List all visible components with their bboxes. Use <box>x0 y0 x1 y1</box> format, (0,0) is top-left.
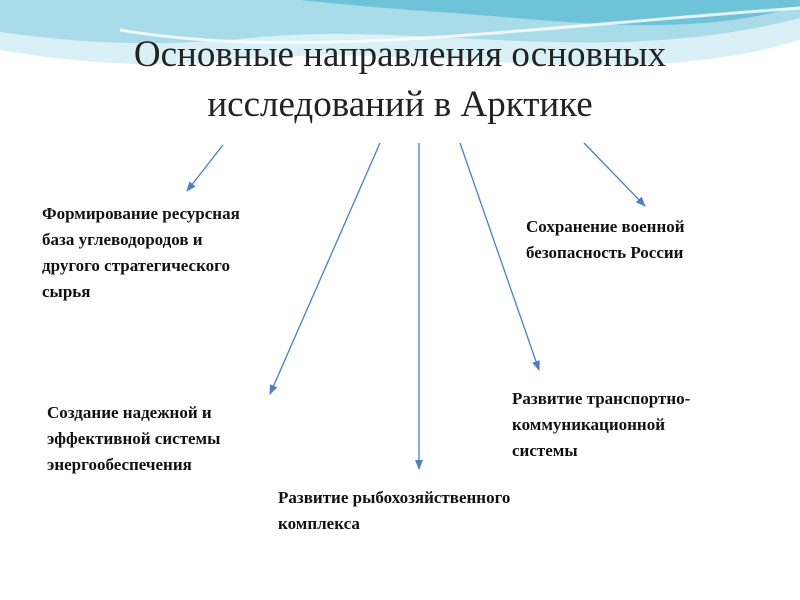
direction-line: Создание надежной и <box>47 403 212 422</box>
direction-line: Развитие транспортно- <box>512 389 691 408</box>
arrow-to-security <box>584 143 645 206</box>
direction-security <box>526 214 685 266</box>
direction-line: коммуникационной <box>512 415 666 434</box>
title-line-2: исследований в Арктике <box>207 84 593 125</box>
direction-resources <box>42 201 240 305</box>
direction-energy <box>47 400 220 478</box>
direction-line: эффективной системы <box>47 429 221 448</box>
direction-line: другого стратегического <box>42 256 230 275</box>
direction-fishery <box>278 485 510 537</box>
arrow-to-resources <box>187 145 223 191</box>
title-line-1: Основные направления основных <box>133 34 667 75</box>
direction-line: база углеводородов и <box>42 230 203 249</box>
direction-line: энергообеспечения <box>47 455 192 474</box>
direction-line: сырья <box>42 282 91 301</box>
arrow-to-energy <box>270 143 380 394</box>
direction-line: Сохранение военной <box>526 217 685 236</box>
direction-transport <box>512 386 690 464</box>
direction-line: Развитие рыбохозяйственного <box>278 488 511 507</box>
direction-line: комплекса <box>278 514 360 533</box>
direction-line: безопасность России <box>526 243 684 262</box>
direction-line: системы <box>512 441 578 460</box>
direction-line: Формирование ресурсная <box>42 204 240 223</box>
